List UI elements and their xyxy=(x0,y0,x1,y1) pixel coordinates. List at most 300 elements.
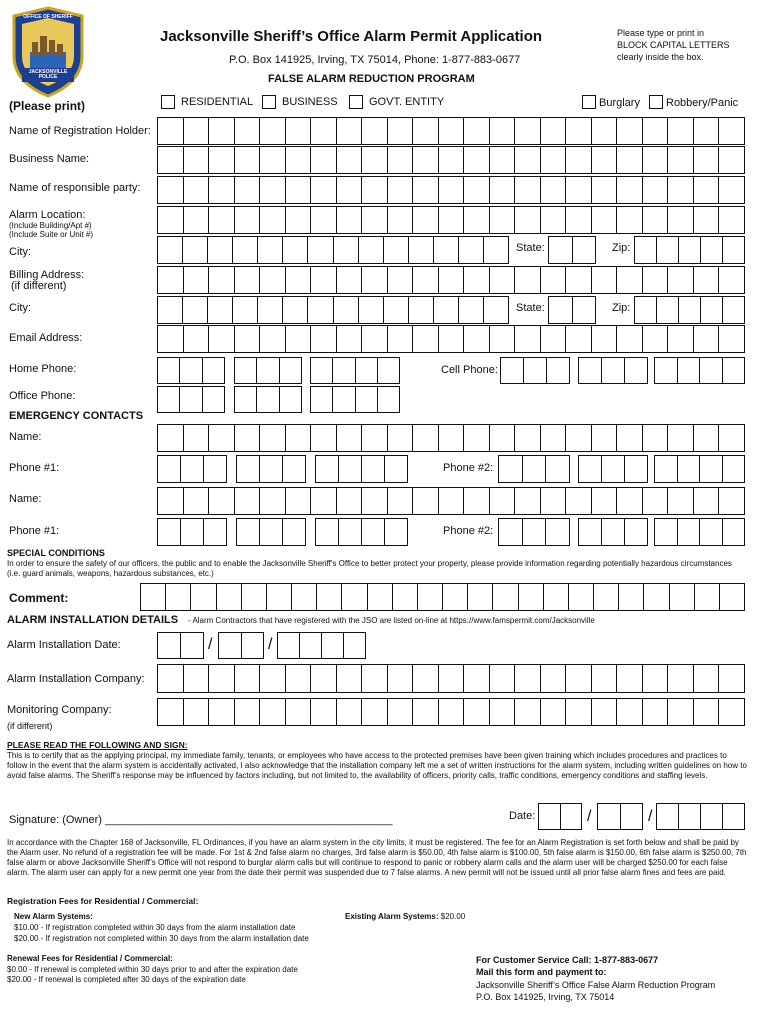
char-cell[interactable] xyxy=(182,297,207,323)
char-cell[interactable] xyxy=(579,456,601,482)
char-cell[interactable] xyxy=(601,456,624,482)
char-cell[interactable] xyxy=(489,326,515,352)
char-cell[interactable] xyxy=(336,326,362,352)
char-cell[interactable] xyxy=(259,425,285,451)
char-cell[interactable] xyxy=(361,267,387,293)
char-cell[interactable] xyxy=(463,699,489,725)
char-cell[interactable] xyxy=(438,147,464,173)
char-cell[interactable] xyxy=(361,665,387,692)
char-cell[interactable] xyxy=(208,326,234,352)
char-cell[interactable] xyxy=(514,699,540,725)
char-cell[interactable] xyxy=(463,665,489,692)
char-cell[interactable] xyxy=(310,118,336,144)
email-input[interactable] xyxy=(157,325,745,353)
char-cell[interactable] xyxy=(635,297,656,323)
char-cell[interactable] xyxy=(341,584,366,610)
char-cell[interactable] xyxy=(565,665,591,692)
comment-input[interactable] xyxy=(140,583,745,611)
char-cell[interactable] xyxy=(438,177,464,203)
char-cell[interactable] xyxy=(361,326,387,352)
char-cell[interactable] xyxy=(514,326,540,352)
char-cell[interactable] xyxy=(722,519,745,545)
char-cell[interactable] xyxy=(259,207,285,233)
emergency1-phone2-line[interactable] xyxy=(654,455,745,483)
char-cell[interactable] xyxy=(483,297,508,323)
char-cell[interactable] xyxy=(678,804,700,829)
char-cell[interactable] xyxy=(667,207,693,233)
char-cell[interactable] xyxy=(565,147,591,173)
char-cell[interactable] xyxy=(237,456,259,482)
char-cell[interactable] xyxy=(259,699,285,725)
char-cell[interactable] xyxy=(492,584,517,610)
char-cell[interactable] xyxy=(489,267,515,293)
emergency2-phone1-prefix[interactable] xyxy=(236,518,306,546)
char-cell[interactable] xyxy=(310,147,336,173)
char-cell[interactable] xyxy=(565,699,591,725)
char-cell[interactable] xyxy=(183,118,209,144)
char-cell[interactable] xyxy=(540,267,566,293)
char-cell[interactable] xyxy=(408,297,433,323)
zip-input[interactable] xyxy=(634,236,745,264)
char-cell[interactable] xyxy=(591,699,617,725)
emergency-name1-input[interactable] xyxy=(157,424,745,452)
char-cell[interactable] xyxy=(579,358,601,383)
char-cell[interactable] xyxy=(616,118,642,144)
char-cell[interactable] xyxy=(336,699,362,725)
char-cell[interactable] xyxy=(383,237,408,263)
char-cell[interactable] xyxy=(259,665,285,692)
char-cell[interactable] xyxy=(387,326,413,352)
char-cell[interactable] xyxy=(259,519,282,545)
char-cell[interactable] xyxy=(333,297,358,323)
char-cell[interactable] xyxy=(489,147,515,173)
char-cell[interactable] xyxy=(642,665,668,692)
char-cell[interactable] xyxy=(514,207,540,233)
char-cell[interactable] xyxy=(565,425,591,451)
char-cell[interactable] xyxy=(202,358,224,383)
char-cell[interactable] xyxy=(182,237,207,263)
char-cell[interactable] xyxy=(624,358,647,383)
emergency2-phone1-line[interactable] xyxy=(315,518,408,546)
office-phone-area-input[interactable] xyxy=(157,386,225,413)
char-cell[interactable] xyxy=(678,297,700,323)
char-cell[interactable] xyxy=(722,804,744,829)
billing-city-input[interactable] xyxy=(157,296,509,324)
char-cell[interactable] xyxy=(310,326,336,352)
char-cell[interactable] xyxy=(316,519,338,545)
char-cell[interactable] xyxy=(565,207,591,233)
char-cell[interactable] xyxy=(667,326,693,352)
cell-phone-prefix-input[interactable] xyxy=(578,357,648,384)
char-cell[interactable] xyxy=(216,584,241,610)
char-cell[interactable] xyxy=(572,297,596,323)
char-cell[interactable] xyxy=(549,297,572,323)
char-cell[interactable] xyxy=(158,297,182,323)
char-cell[interactable] xyxy=(601,519,624,545)
sign-month-input[interactable] xyxy=(538,803,582,830)
char-cell[interactable] xyxy=(257,297,282,323)
char-cell[interactable] xyxy=(158,699,183,725)
char-cell[interactable] xyxy=(361,207,387,233)
char-cell[interactable] xyxy=(458,237,483,263)
char-cell[interactable] xyxy=(616,665,642,692)
char-cell[interactable] xyxy=(693,118,719,144)
char-cell[interactable] xyxy=(699,358,722,383)
char-cell[interactable] xyxy=(310,177,336,203)
city-input[interactable] xyxy=(157,236,509,264)
char-cell[interactable] xyxy=(278,633,299,658)
char-cell[interactable] xyxy=(624,456,647,482)
char-cell[interactable] xyxy=(259,488,285,514)
char-cell[interactable] xyxy=(591,147,617,173)
char-cell[interactable] xyxy=(234,177,260,203)
char-cell[interactable] xyxy=(669,584,694,610)
signature-line[interactable]: Signature: (Owner) _______________________________________________ xyxy=(9,814,393,826)
char-cell[interactable] xyxy=(642,267,668,293)
state-input[interactable] xyxy=(548,236,596,264)
char-cell[interactable] xyxy=(565,118,591,144)
char-cell[interactable] xyxy=(489,425,515,451)
char-cell[interactable] xyxy=(545,519,569,545)
char-cell[interactable] xyxy=(377,387,399,412)
char-cell[interactable] xyxy=(642,699,668,725)
char-cell[interactable] xyxy=(387,665,413,692)
char-cell[interactable] xyxy=(387,488,413,514)
char-cell[interactable] xyxy=(700,804,722,829)
char-cell[interactable] xyxy=(693,177,719,203)
char-cell[interactable] xyxy=(336,118,362,144)
char-cell[interactable] xyxy=(190,584,215,610)
char-cell[interactable] xyxy=(667,425,693,451)
char-cell[interactable] xyxy=(412,665,438,692)
emergency1-phone1-area[interactable] xyxy=(157,455,227,483)
char-cell[interactable] xyxy=(336,267,362,293)
monitoring-company-input[interactable] xyxy=(157,698,745,726)
char-cell[interactable] xyxy=(387,699,413,725)
sign-day-input[interactable] xyxy=(597,803,643,830)
char-cell[interactable] xyxy=(501,358,523,383)
char-cell[interactable] xyxy=(591,267,617,293)
char-cell[interactable] xyxy=(489,488,515,514)
char-cell[interactable] xyxy=(158,267,183,293)
char-cell[interactable] xyxy=(282,237,307,263)
installation-day-input[interactable] xyxy=(218,632,264,659)
char-cell[interactable] xyxy=(232,297,257,323)
cell-phone-area-input[interactable] xyxy=(500,357,570,384)
robbery-panic-checkbox[interactable] xyxy=(649,95,663,109)
char-cell[interactable] xyxy=(677,358,700,383)
char-cell[interactable] xyxy=(463,207,489,233)
char-cell[interactable] xyxy=(458,297,483,323)
char-cell[interactable] xyxy=(489,699,515,725)
char-cell[interactable] xyxy=(256,387,278,412)
char-cell[interactable] xyxy=(165,584,190,610)
char-cell[interactable] xyxy=(259,326,285,352)
char-cell[interactable] xyxy=(549,237,572,263)
char-cell[interactable] xyxy=(514,488,540,514)
char-cell[interactable] xyxy=(433,297,458,323)
char-cell[interactable] xyxy=(310,267,336,293)
char-cell[interactable] xyxy=(285,147,311,173)
char-cell[interactable] xyxy=(412,326,438,352)
char-cell[interactable] xyxy=(158,456,180,482)
char-cell[interactable] xyxy=(307,237,332,263)
char-cell[interactable] xyxy=(540,207,566,233)
char-cell[interactable] xyxy=(693,207,719,233)
char-cell[interactable] xyxy=(259,118,285,144)
emergency1-phone2-area[interactable] xyxy=(498,455,570,483)
char-cell[interactable] xyxy=(232,237,257,263)
char-cell[interactable] xyxy=(183,177,209,203)
char-cell[interactable] xyxy=(565,177,591,203)
char-cell[interactable] xyxy=(412,118,438,144)
char-cell[interactable] xyxy=(719,584,744,610)
emergency2-phone1-area[interactable] xyxy=(157,518,227,546)
char-cell[interactable] xyxy=(718,147,744,173)
char-cell[interactable] xyxy=(463,425,489,451)
char-cell[interactable] xyxy=(565,326,591,352)
char-cell[interactable] xyxy=(234,326,260,352)
char-cell[interactable] xyxy=(514,665,540,692)
emergency2-phone2-area[interactable] xyxy=(498,518,570,546)
char-cell[interactable] xyxy=(316,584,341,610)
char-cell[interactable] xyxy=(656,297,678,323)
char-cell[interactable] xyxy=(616,425,642,451)
char-cell[interactable] xyxy=(593,584,618,610)
installation-company-input[interactable] xyxy=(157,664,745,693)
char-cell[interactable] xyxy=(620,804,643,829)
char-cell[interactable] xyxy=(310,207,336,233)
char-cell[interactable] xyxy=(285,326,311,352)
char-cell[interactable] xyxy=(361,699,387,725)
char-cell[interactable] xyxy=(321,633,343,658)
char-cell[interactable] xyxy=(699,456,722,482)
char-cell[interactable] xyxy=(355,387,377,412)
char-cell[interactable] xyxy=(208,118,234,144)
char-cell[interactable] xyxy=(667,147,693,173)
char-cell[interactable] xyxy=(667,267,693,293)
char-cell[interactable] xyxy=(361,147,387,173)
char-cell[interactable] xyxy=(256,358,278,383)
char-cell[interactable] xyxy=(183,425,209,451)
char-cell[interactable] xyxy=(310,699,336,725)
char-cell[interactable] xyxy=(387,147,413,173)
char-cell[interactable] xyxy=(616,488,642,514)
char-cell[interactable] xyxy=(693,267,719,293)
char-cell[interactable] xyxy=(616,207,642,233)
char-cell[interactable] xyxy=(642,488,668,514)
char-cell[interactable] xyxy=(718,207,744,233)
char-cell[interactable] xyxy=(514,425,540,451)
char-cell[interactable] xyxy=(237,519,259,545)
char-cell[interactable] xyxy=(259,177,285,203)
char-cell[interactable] xyxy=(367,584,392,610)
char-cell[interactable] xyxy=(463,326,489,352)
char-cell[interactable] xyxy=(438,267,464,293)
char-cell[interactable] xyxy=(234,118,260,144)
char-cell[interactable] xyxy=(598,804,620,829)
char-cell[interactable] xyxy=(591,177,617,203)
char-cell[interactable] xyxy=(699,519,722,545)
char-cell[interactable] xyxy=(694,584,719,610)
char-cell[interactable] xyxy=(336,425,362,451)
char-cell[interactable] xyxy=(667,699,693,725)
char-cell[interactable] xyxy=(718,699,744,725)
char-cell[interactable] xyxy=(234,488,260,514)
char-cell[interactable] xyxy=(387,207,413,233)
char-cell[interactable] xyxy=(514,267,540,293)
char-cell[interactable] xyxy=(361,425,387,451)
billing-zip-input[interactable] xyxy=(634,296,745,324)
char-cell[interactable] xyxy=(158,147,183,173)
char-cell[interactable] xyxy=(499,519,522,545)
char-cell[interactable] xyxy=(285,267,311,293)
char-cell[interactable] xyxy=(412,425,438,451)
char-cell[interactable] xyxy=(463,118,489,144)
char-cell[interactable] xyxy=(234,267,260,293)
char-cell[interactable] xyxy=(234,207,260,233)
char-cell[interactable] xyxy=(540,177,566,203)
char-cell[interactable] xyxy=(572,237,596,263)
char-cell[interactable] xyxy=(183,207,209,233)
char-cell[interactable] xyxy=(180,456,203,482)
char-cell[interactable] xyxy=(718,326,744,352)
home-phone-prefix-input[interactable] xyxy=(234,357,302,384)
char-cell[interactable] xyxy=(642,326,668,352)
char-cell[interactable] xyxy=(722,297,744,323)
char-cell[interactable] xyxy=(183,147,209,173)
char-cell[interactable] xyxy=(311,387,332,412)
char-cell[interactable] xyxy=(358,297,383,323)
char-cell[interactable] xyxy=(412,147,438,173)
char-cell[interactable] xyxy=(433,237,458,263)
home-phone-area-input[interactable] xyxy=(157,357,225,384)
char-cell[interactable] xyxy=(643,584,668,610)
char-cell[interactable] xyxy=(179,387,201,412)
char-cell[interactable] xyxy=(677,519,700,545)
char-cell[interactable] xyxy=(316,456,338,482)
char-cell[interactable] xyxy=(279,358,301,383)
burglary-checkbox[interactable] xyxy=(582,95,596,109)
char-cell[interactable] xyxy=(560,804,582,829)
char-cell[interactable] xyxy=(285,207,311,233)
char-cell[interactable] xyxy=(718,488,744,514)
char-cell[interactable] xyxy=(514,177,540,203)
char-cell[interactable] xyxy=(202,387,224,412)
char-cell[interactable] xyxy=(285,425,311,451)
char-cell[interactable] xyxy=(158,519,180,545)
char-cell[interactable] xyxy=(336,665,362,692)
char-cell[interactable] xyxy=(158,665,183,692)
char-cell[interactable] xyxy=(180,633,203,658)
char-cell[interactable] xyxy=(392,584,417,610)
char-cell[interactable] xyxy=(722,358,745,383)
char-cell[interactable] xyxy=(208,207,234,233)
char-cell[interactable] xyxy=(332,387,354,412)
char-cell[interactable] xyxy=(235,387,256,412)
char-cell[interactable] xyxy=(499,456,522,482)
cell-phone-line-input[interactable] xyxy=(654,357,745,384)
char-cell[interactable] xyxy=(467,584,492,610)
char-cell[interactable] xyxy=(310,425,336,451)
char-cell[interactable] xyxy=(336,177,362,203)
char-cell[interactable] xyxy=(591,118,617,144)
char-cell[interactable] xyxy=(540,147,566,173)
char-cell[interactable] xyxy=(307,297,332,323)
char-cell[interactable] xyxy=(438,665,464,692)
char-cell[interactable] xyxy=(489,665,515,692)
char-cell[interactable] xyxy=(693,147,719,173)
char-cell[interactable] xyxy=(546,358,569,383)
govt-entity-checkbox[interactable] xyxy=(349,95,363,109)
alarm-location-input[interactable] xyxy=(157,206,745,234)
char-cell[interactable] xyxy=(601,358,624,383)
char-cell[interactable] xyxy=(667,665,693,692)
char-cell[interactable] xyxy=(158,488,183,514)
billing-state-input[interactable] xyxy=(548,296,596,324)
char-cell[interactable] xyxy=(285,177,311,203)
char-cell[interactable] xyxy=(285,665,311,692)
emergency-name2-input[interactable] xyxy=(157,487,745,515)
char-cell[interactable] xyxy=(656,237,678,263)
char-cell[interactable] xyxy=(259,147,285,173)
char-cell[interactable] xyxy=(489,207,515,233)
char-cell[interactable] xyxy=(667,177,693,203)
char-cell[interactable] xyxy=(657,804,678,829)
char-cell[interactable] xyxy=(203,456,226,482)
billing-address-input[interactable] xyxy=(157,266,745,294)
char-cell[interactable] xyxy=(718,118,744,144)
char-cell[interactable] xyxy=(291,584,316,610)
char-cell[interactable] xyxy=(591,425,617,451)
char-cell[interactable] xyxy=(591,326,617,352)
char-cell[interactable] xyxy=(299,633,321,658)
char-cell[interactable] xyxy=(463,488,489,514)
char-cell[interactable] xyxy=(655,358,677,383)
char-cell[interactable] xyxy=(540,488,566,514)
office-phone-prefix-input[interactable] xyxy=(234,386,302,413)
char-cell[interactable] xyxy=(208,177,234,203)
char-cell[interactable] xyxy=(642,118,668,144)
char-cell[interactable] xyxy=(412,267,438,293)
char-cell[interactable] xyxy=(361,488,387,514)
char-cell[interactable] xyxy=(282,456,305,482)
char-cell[interactable] xyxy=(208,147,234,173)
char-cell[interactable] xyxy=(332,358,354,383)
char-cell[interactable] xyxy=(618,584,643,610)
char-cell[interactable] xyxy=(514,118,540,144)
char-cell[interactable] xyxy=(718,177,744,203)
char-cell[interactable] xyxy=(377,358,399,383)
char-cell[interactable] xyxy=(722,237,744,263)
responsible-party-input[interactable] xyxy=(157,176,745,204)
char-cell[interactable] xyxy=(616,147,642,173)
char-cell[interactable] xyxy=(412,699,438,725)
char-cell[interactable] xyxy=(616,326,642,352)
char-cell[interactable] xyxy=(642,177,668,203)
installation-month-input[interactable] xyxy=(157,632,204,659)
char-cell[interactable] xyxy=(207,297,232,323)
char-cell[interactable] xyxy=(183,267,209,293)
char-cell[interactable] xyxy=(183,488,209,514)
char-cell[interactable] xyxy=(158,387,179,412)
emergency2-phone2-line[interactable] xyxy=(654,518,745,546)
char-cell[interactable] xyxy=(438,488,464,514)
char-cell[interactable] xyxy=(540,425,566,451)
char-cell[interactable] xyxy=(259,456,282,482)
char-cell[interactable] xyxy=(241,633,264,658)
registration-holder-input[interactable] xyxy=(157,117,745,145)
